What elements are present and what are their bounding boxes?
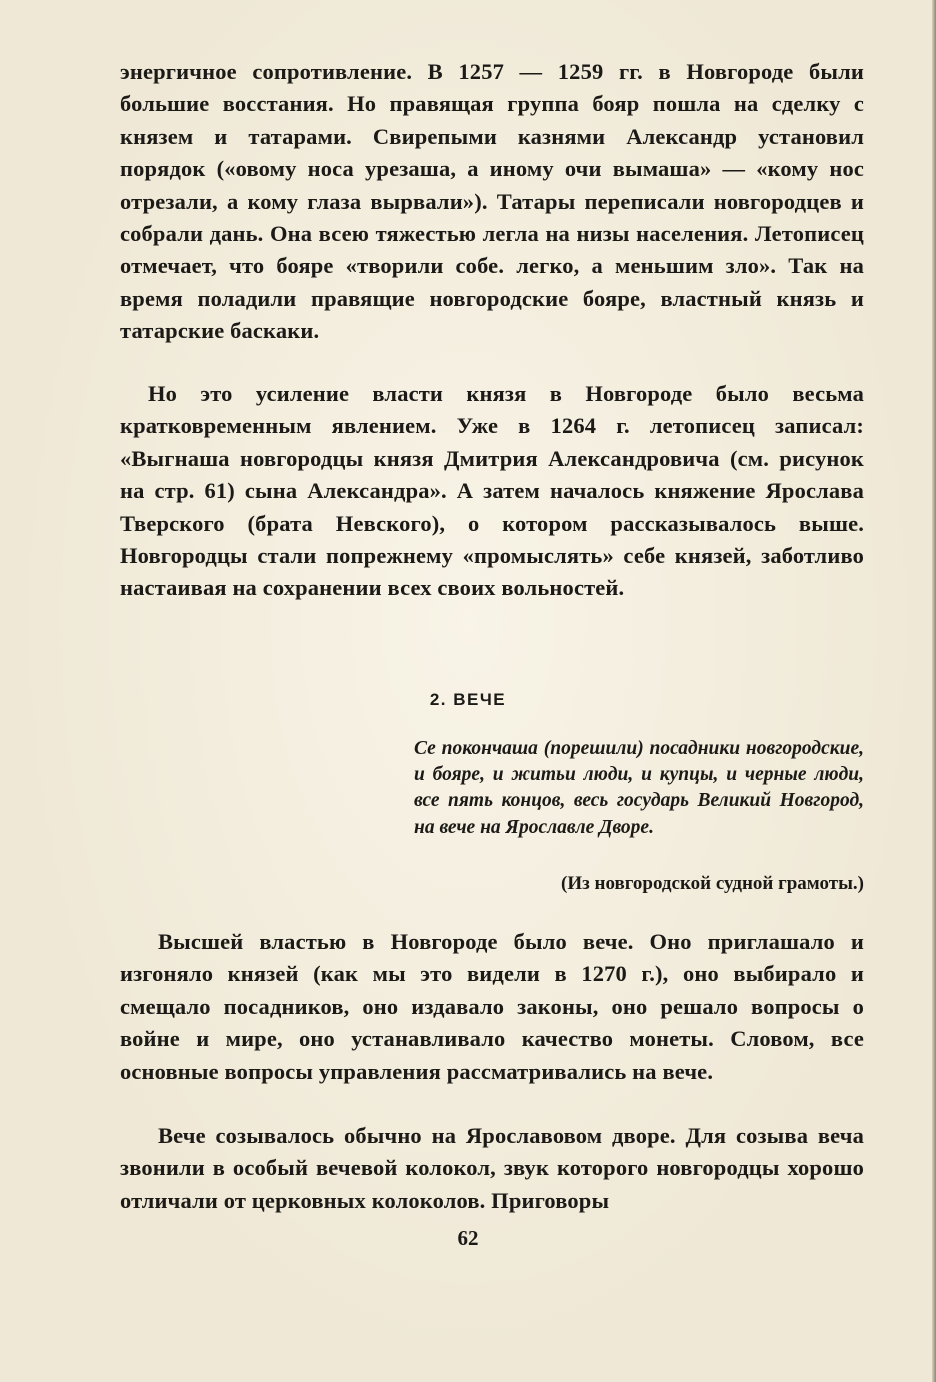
body-paragraph-4: Вече созывалось обычно на Ярославовом дворе. Для созыва веча звонили в особый вечевой колокол, звук которого новгородцы хорошо отличали от церковных колоколов. Приговоры [120,1123,864,1213]
epigraph-source: (Из новгородской судной грамоты.) [561,873,864,894]
body-paragraph-1: энергичное сопротивление. В 1257 — 1259 гг. в Новгороде были большие восстания. Но правящая группа бояр пошла на сделку с князем и татарами. Свирепыми казнями Александр установил порядок («овому носа урезаша, а иному очи вымаша» — «кому нос отрезали, а кому глаза вырвали»). Татары переписали новгородцев и собрали дань. Она всею тяжестью легла на низы населения. Летописец отмечает, что бояре «творили собе. легко, а меньшим зло». Так на время поладили правящие новгородские бояре, властный князь и татарские баскаки. [120,59,864,344]
epigraph-quote: Се покончаша (порешили) посадники новгородские, и бояре, и житьи люди, и купцы, и черные люди, все пять концов, весь государь Великий Новгород, на вече на Ярославле Дворе. [414,738,864,838]
body-paragraph-3: Высшей властью в Новгороде было вече. Оно приглашало и изгоняло князей (как мы это видели в 1270 г.), оно выбирало и смещало посадников, оно издавало законы, оно решало вопросы о войне и мире, оно устанавливало качество монеты. Словом, все основные вопросы управления рассматривались на вече. [120,929,864,1084]
page-number: 62 [457,1226,479,1250]
body-paragraph-2: Но это усиление власти князя в Новгороде было весьма кратковременным явлением. Уже в 1264 г. летописец записал: «Выгнаша новгородцы князя Дмитрия Александровича (см. рисунок на стр. 61) сына Александра». А затем началось княжение Ярослава Тверского (брата Невского), о котором рассказывалось выше. Новгородцы стали попрежнему «промыслять» себе князей, заботливо настаивая на сохранении всех своих вольностей. [120,381,864,601]
section-heading: 2. ВЕЧЕ [429,690,507,709]
